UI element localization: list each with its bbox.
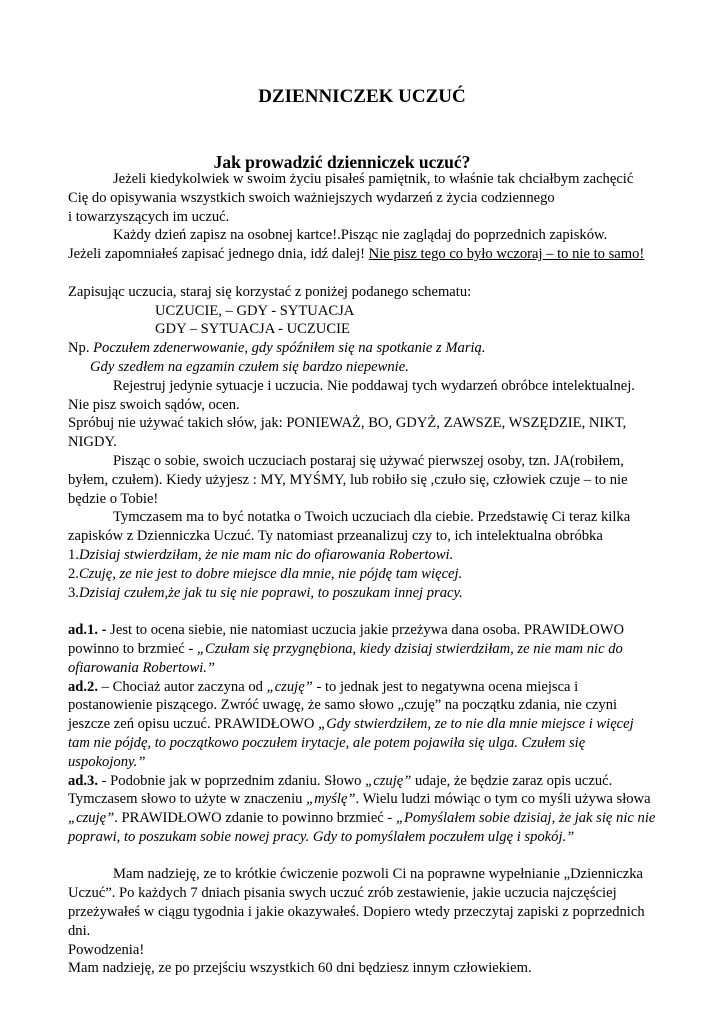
closing-line: Mam nadzieję, ze to krótkie ćwiczenie pozwoli Ci na poprawne wypełnianie „Dzienniczka <box>113 866 644 883</box>
example-item <box>68 565 668 584</box>
paragraph-line: byłem, czułem). Kiedy użyjesz : MY, MYŚMY, lub robiło się ,czuło się, człowiek czuje – to nie <box>68 471 628 488</box>
paragraph-line <box>68 245 668 264</box>
paragraph-line: NIGDY. <box>68 434 117 451</box>
example-line <box>68 339 668 358</box>
text-run: – Chociaż autor zaczyna od <box>98 678 267 695</box>
text-run: - to jednak jest to negatywna ocena miejsca i <box>312 678 579 695</box>
text-run: - Podobnie jak w poprzednim zdaniu. Słowo <box>98 772 366 789</box>
document-body <box>68 170 668 978</box>
example-text: Dzisiaj czułem,że jak tu się nie poprawi, to poszukam innej pracy. <box>78 584 463 601</box>
analysis-line <box>68 790 668 809</box>
blank-line <box>68 264 668 283</box>
paragraph-line: zapisków z Dzienniczka Uczuć. Ty natomiast przeanalizuj czy to, ich intelektualna obróbka <box>68 528 603 545</box>
paragraph-line: Każdy dzień zapisz na osobnej kartce!.Pisząc nie zaglądaj do poprzednich zapisków. <box>113 227 608 244</box>
italic-text: poprawi, to poszukam sobie nowej pracy. Gdy to pomyślałem poczułem ulgę i spokój.” <box>68 828 575 845</box>
paragraph-line: Nie pisz swoich sądów, ocen. <box>68 396 240 413</box>
paragraph-line: Jeżeli kiedykolwiek w swoim życiu pisałeś pamiętnik, to właśnie tak chciałbym zachęcić <box>113 171 634 187</box>
example-number: 2. <box>68 565 79 582</box>
closing-line: Uczuć”. Po każdych 7 dniach pisania swych uczuć zrób zestawienie, jakie uczucia najczęściej <box>68 885 617 902</box>
schema-line: GDY – SYTUACJA - UCZUCIE <box>155 321 350 338</box>
italic-text: „czuję” <box>365 772 412 789</box>
text-run: jeszcze zeń opisu uczuć. PRAWIDŁOWO <box>68 716 319 733</box>
blank-line <box>68 602 668 621</box>
example-number: 1. <box>68 546 79 563</box>
italic-text: uspokojony.” <box>68 753 146 770</box>
analysis-line <box>68 640 668 659</box>
analysis-line <box>68 772 668 791</box>
schema-line: UCZUCIE, – GDY - SYTUACJA <box>155 302 355 319</box>
italic-text: „Pomyślałem sobie dzisiaj, że jak się nic nie <box>395 810 656 827</box>
closing-line: dni. <box>68 922 91 939</box>
analysis-line <box>68 678 668 697</box>
paragraph-line: będzie o Tobie! <box>68 490 159 507</box>
text-run: . PRAWIDŁOWO zdanie to powinno brzmieć - <box>114 810 396 827</box>
italic-text: „czuję” <box>266 678 313 695</box>
text-run: powinno to brzmieć - <box>68 640 197 657</box>
italic-text: „Gdy stwierdziłem, ze to nie dla mnie miejsce i więcej <box>318 716 634 733</box>
text-run: . Wielu ludzi mówiąc o tym co myśli używa słowa <box>355 791 651 808</box>
analysis-label: ad.1. - <box>68 622 107 639</box>
closing-line: Mam nadzieję, ze po przejściu wszystkich 60 dni będziesz innym człowiekiem. <box>68 960 532 977</box>
closing-line: Powodzenia! <box>68 941 145 958</box>
example-number: 3. <box>68 584 79 601</box>
italic-text: tam nie pójdę, to początkowo poczułem irytacje, ale potem pojawiła się ulga. Czułem się <box>68 734 586 751</box>
paragraph-line: i towarzyszących im uczuć. <box>68 208 230 225</box>
italic-text: „myślę” <box>306 791 356 808</box>
analysis-line <box>68 828 668 847</box>
paragraph-line: Cię do opisywania wszystkich swoich ważniejszych wydarzeń z życia codziennego <box>68 189 555 206</box>
analysis-line <box>68 753 668 772</box>
analysis-line <box>68 715 668 734</box>
text-run: udaje, że będzie zaraz opis uczuć. <box>411 772 613 789</box>
analysis-line <box>68 734 668 753</box>
analysis-line <box>68 621 668 640</box>
np-label: Np. <box>68 340 94 357</box>
schema-intro: Zapisując uczucia, staraj się korzystać z poniżej podanego schematu: <box>68 283 472 300</box>
example-item <box>68 584 668 603</box>
italic-text: „Czułam się przygnębiona, kiedy dzisiaj stwierdziłam, ze nie mam nic do <box>196 640 623 657</box>
text-run: Jest to ocena siebie, nie natomiast uczucia jakie przeżywa dana osoba. PRAWIDŁOWO <box>106 622 625 639</box>
paragraph-line: Pisząc o sobie, swoich uczuciach postaraj się używać pierwszej osoby, tzn. JA(robiłem, <box>113 452 624 469</box>
paragraph-line: Spróbuj nie używać takich słów, jak: PONIEWAŻ, BO, GDYŻ, ZAWSZE, WSZĘDZIE, NIKT, <box>68 415 627 432</box>
example-text: Dzisiaj stwierdziłam, że nie mam nic do ofiarowania Robertowi. <box>78 546 454 563</box>
example-text: Gdy szedłem na egzamin czułem się bardzo niepewnie. <box>90 358 409 375</box>
underlined-text: Nie pisz tego co było wczoraj – to nie to samo! <box>368 246 645 263</box>
analysis-line: postanowienie piszącego. Zwróć uwagę, że samo słowo „czuję” na początku zdania, nie czyni <box>68 697 618 714</box>
analysis-line <box>68 659 668 678</box>
text-run: Tymczasem słowo to użyte w znaczeniu <box>68 791 307 808</box>
closing-line: przeżywałeś w ciągu tygodnia i jakie okazywałeś. Dopiero wtedy przeczytaj zapiski z poprzednich <box>68 904 645 921</box>
blank-line <box>68 847 668 866</box>
example-item <box>68 546 668 565</box>
analysis-label: ad.2. <box>68 678 99 695</box>
italic-text: „czuję” <box>68 810 115 827</box>
document-subtitle: Jak prowadzić dzienniczek uczuć? <box>213 152 471 172</box>
analysis-label: ad.3. <box>68 772 99 789</box>
example-text: Czuję, ze nie jest to dobre miejsce dla mnie, nie pójdę tam więcej. <box>78 565 463 582</box>
example-line <box>68 358 668 377</box>
document-title: DZIENNICZEK UCZUĆ <box>258 86 466 107</box>
text-run: Jeżeli zapomniałeś zapisać jednego dnia, idź dalej! <box>68 246 369 263</box>
italic-text: ofiarowania Robertowi.” <box>68 659 216 676</box>
paragraph-line: Tymczasem ma to być notatka o Twoich uczuciach dla ciebie. Przedstawię Ci teraz kilka <box>113 509 631 526</box>
example-text: Poczułem zdenerwowanie, gdy spóźniłem się na spotkanie z Marią. <box>93 340 486 357</box>
analysis-line <box>68 809 668 828</box>
paragraph-line: Rejestruj jedynie sytuacje i uczucia. Nie poddawaj tych wydarzeń obróbce intelektualnej. <box>113 377 635 394</box>
